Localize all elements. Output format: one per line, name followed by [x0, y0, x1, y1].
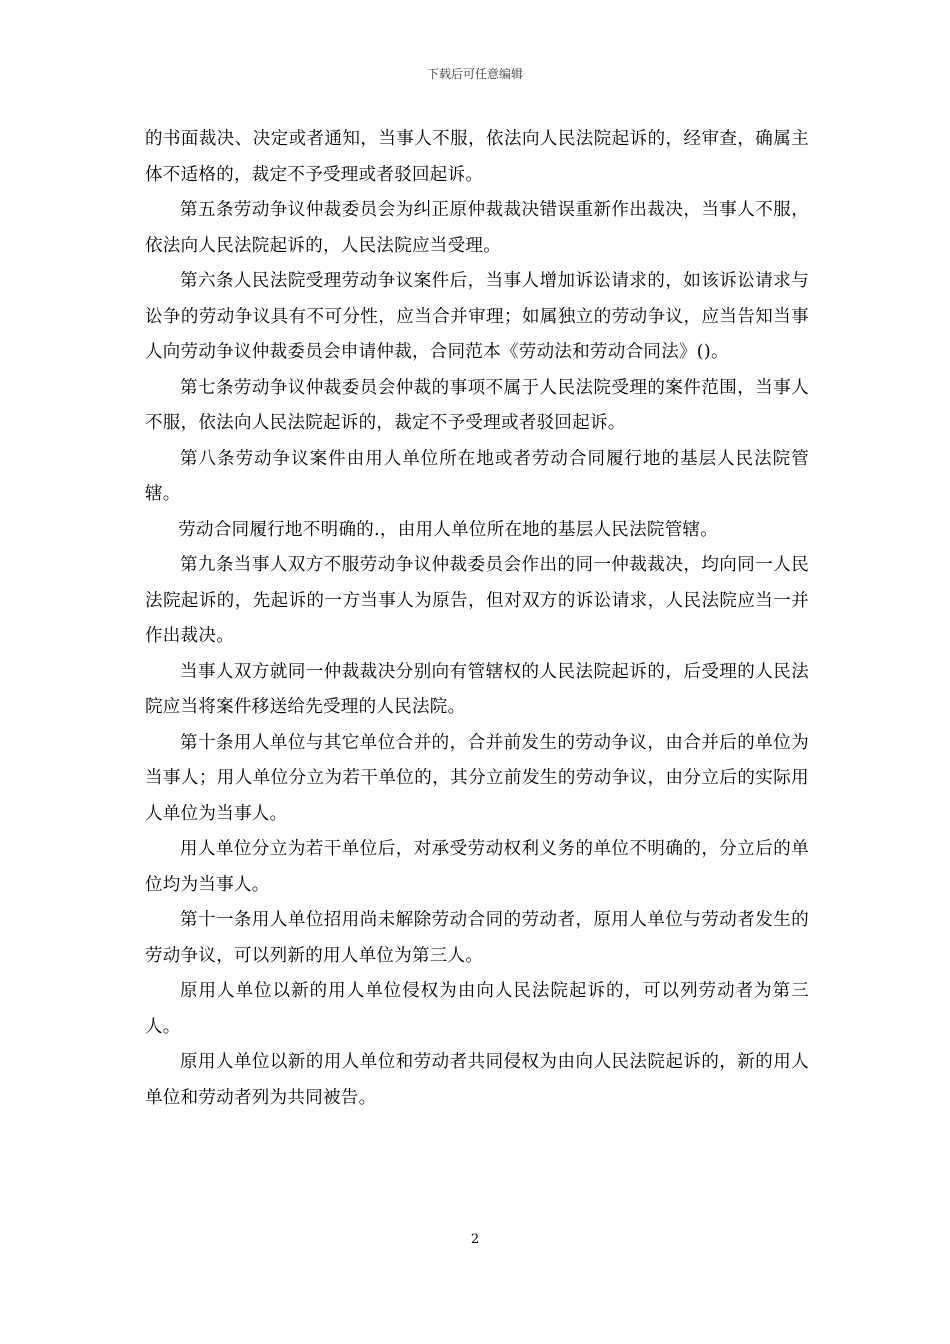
page-number: 2: [470, 1232, 480, 1247]
paragraph-article-11: 第十一条用人单位招用尚未解除劳动合同的劳动者，原用人单位与劳动者发生的劳动争议，可以列新的用人单位为第三人。: [145, 910, 809, 966]
paragraph-article-9: 第九条当事人双方不服劳动争议仲裁委员会作出的同一仲裁裁决，均向同一人民法院起诉的，先起诉的一方当事人为原告，但对双方的诉讼请求，人民法院应当一并作出裁决。: [145, 555, 809, 646]
document-body: [145, 122, 809, 1116]
paragraph-article-8-sub: 劳动合同履行地不明确的.，由用人单位所在地的基层人民法院管辖。: [178, 519, 719, 540]
paragraph-article-8: 第八条劳动争议案件由用人单位所在地或者劳动合同履行地的基层人民法院管辖。: [145, 448, 809, 504]
paragraph-article-11-sub-2: 原用人单位以新的用人单位和劳动者共同侵权为由向人民法院起诉的，新的用人单位和劳动者列为共同被告。: [145, 1052, 809, 1108]
paragraph-article-6: 第六条人民法院受理劳动争议案件后，当事人增加诉讼请求的，如该诉讼请求与讼争的劳动争议具有不可分性，应当合并审理；如属独立的劳动争议，应当告知当事人向劳动争议仲裁委员会申请仲裁，合同范本《劳动法和劳动合同法》()。: [145, 271, 809, 362]
paragraph-continuation: 的书面裁决、决定或者通知，当事人不服，依法向人民法院起诉的，经审查，确属主体不适格的，裁定不予受理或者驳回起诉。: [145, 129, 809, 185]
paragraph-article-10: 第十条用人单位与其它单位合并的，合并前发生的劳动争议，由合并后的单位为当事人；用人单位分立为若干单位的，其分立前发生的劳动争议，由分立后的实际用人单位为当事人。: [145, 732, 809, 824]
paragraph-article-5: 第五条劳动争议仲裁委员会为纠正原仲裁裁决错误重新作出裁决，当事人不服，依法向人民法院起诉的，人民法院应当受理。: [145, 200, 809, 256]
paragraph-article-7: 第七条劳动争议仲裁委员会仲裁的事项不属于人民法院受理的案件范围，当事人不服，依法向人民法院起诉的，裁定不予受理或者驳回起诉。: [145, 377, 809, 433]
page-header: 下载后可任意编辑: [426, 67, 523, 81]
paragraph-article-11-sub-1: 原用人单位以新的用人单位侵权为由向人民法院起诉的，可以列劳动者为第三人。: [145, 981, 809, 1037]
paragraph-article-10-sub: 用人单位分立为若干单位后，对承受劳动权利义务的单位不明确的，分立后的单位均为当事人。: [145, 839, 809, 895]
paragraph-article-9-sub: 当事人双方就同一仲裁裁决分别向有管辖权的人民法院起诉的，后受理的人民法院应当将案件移送给先受理的人民法院。: [145, 661, 809, 717]
